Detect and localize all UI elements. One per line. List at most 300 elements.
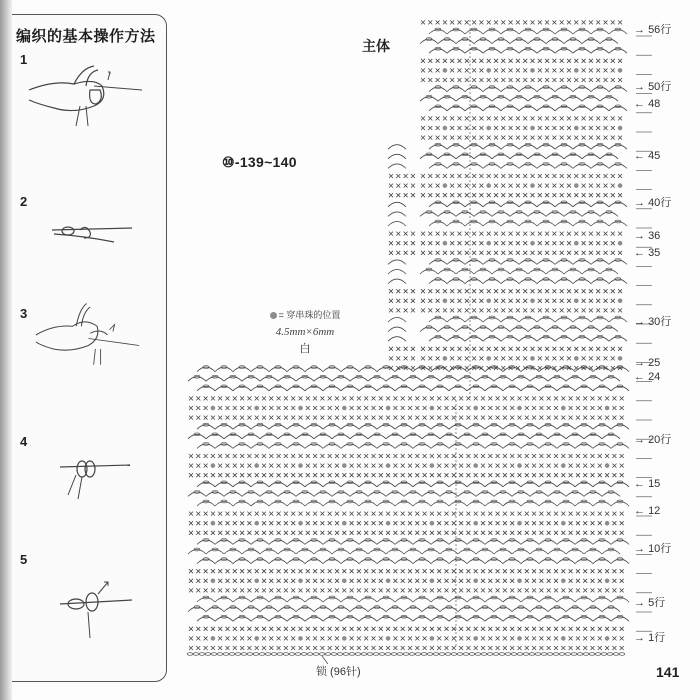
single-crochet-stitch xyxy=(458,308,462,312)
single-crochet-stitch xyxy=(430,512,434,516)
single-crochet-stitch xyxy=(233,454,237,458)
single-crochet-stitch xyxy=(364,646,368,650)
single-crochet-stitch xyxy=(386,627,390,631)
single-crochet-stitch xyxy=(539,396,543,400)
single-crochet-stitch xyxy=(320,531,324,535)
chain-arch-stitch xyxy=(429,145,447,150)
single-crochet-stitch xyxy=(525,627,529,631)
chain-arch-stitch xyxy=(420,39,438,44)
single-crochet-stitch xyxy=(204,406,208,410)
chain-arch-stitch xyxy=(546,270,564,275)
chain-arch-stitch xyxy=(447,87,465,92)
single-crochet-stitch xyxy=(487,251,491,255)
single-crochet-stitch xyxy=(487,347,491,351)
single-crochet-stitch xyxy=(443,136,447,140)
single-crochet-stitch xyxy=(269,512,273,516)
single-crochet-stitch xyxy=(233,531,237,535)
single-crochet-stitch xyxy=(313,569,317,573)
chain-arch-stitch xyxy=(447,202,465,207)
single-crochet-stitch xyxy=(458,184,462,188)
chain-arch-stitch xyxy=(521,598,539,603)
single-crochet-stitch xyxy=(226,521,230,525)
single-crochet-stitch xyxy=(459,512,463,516)
chart-title: 主体 xyxy=(362,38,390,54)
single-crochet-stitch xyxy=(379,627,383,631)
single-crochet-stitch xyxy=(583,396,587,400)
chain-arch-stitch xyxy=(609,279,627,284)
single-crochet-stitch xyxy=(472,184,476,188)
bead-stitch xyxy=(430,521,435,526)
single-crochet-stitch xyxy=(472,251,476,255)
chain-arch-stitch xyxy=(305,425,323,430)
single-crochet-stitch xyxy=(532,521,536,525)
chain-arch-stitch xyxy=(287,367,305,372)
single-crochet-stitch xyxy=(567,126,571,130)
single-crochet-stitch xyxy=(589,356,593,360)
bead-stitch xyxy=(298,636,303,641)
single-crochet-stitch xyxy=(320,627,324,631)
single-crochet-stitch xyxy=(545,193,549,197)
single-crochet-stitch xyxy=(552,126,556,130)
chain-arch-stitch xyxy=(573,222,591,227)
single-crochet-stitch xyxy=(240,627,244,631)
chain-arch-stitch xyxy=(438,97,456,102)
single-crochet-stitch xyxy=(437,464,441,468)
chain-arch-stitch xyxy=(429,164,447,169)
chain-arch-stitch xyxy=(197,367,215,372)
chain-arch-stitch xyxy=(474,97,492,102)
single-crochet-stitch xyxy=(501,78,505,82)
chain-arch-stitch xyxy=(449,386,467,391)
single-crochet-stitch xyxy=(401,646,405,650)
chain-arch-stitch xyxy=(206,492,224,497)
chain-arch-stitch xyxy=(449,482,467,487)
single-crochet-stitch xyxy=(233,416,237,420)
single-crochet-stitch xyxy=(313,406,317,410)
single-crochet-stitch xyxy=(583,454,587,458)
single-crochet-stitch xyxy=(445,627,449,631)
single-crochet-stitch xyxy=(291,454,295,458)
single-crochet-stitch xyxy=(450,59,454,63)
single-crochet-stitch xyxy=(328,396,332,400)
single-crochet-stitch xyxy=(396,193,400,197)
foundation-chain-stitch xyxy=(349,653,354,656)
chain-arch-stitch xyxy=(206,377,224,382)
bead-stitch xyxy=(254,636,259,641)
single-crochet-stitch xyxy=(415,454,419,458)
single-crochet-stitch xyxy=(379,396,383,400)
step-number-2: 2 xyxy=(20,194,28,209)
step-number-3: 3 xyxy=(20,306,28,321)
single-crochet-stitch xyxy=(404,251,408,255)
single-crochet-stitch xyxy=(501,241,505,245)
chain-arch-stitch xyxy=(548,550,566,555)
chain-arch-stitch xyxy=(557,559,575,564)
single-crochet-stitch xyxy=(240,588,244,592)
foundation-chain-stitch xyxy=(445,653,450,656)
chain-arch-stitch xyxy=(485,386,503,391)
single-crochet-stitch xyxy=(589,289,593,293)
single-crochet-stitch xyxy=(598,464,602,468)
single-crochet-stitch xyxy=(494,78,498,82)
single-crochet-stitch xyxy=(531,251,535,255)
single-crochet-stitch xyxy=(428,232,432,236)
chain-arch-stitch xyxy=(197,617,215,622)
chain-arch-stitch xyxy=(305,559,323,564)
single-crochet-stitch xyxy=(518,454,522,458)
chain-arch-stitch xyxy=(341,502,359,507)
single-crochet-stitch xyxy=(531,59,535,63)
single-crochet-stitch xyxy=(313,636,317,640)
single-crochet-stitch xyxy=(501,136,505,140)
single-crochet-stitch xyxy=(494,193,498,197)
chain-arch-stitch xyxy=(582,97,600,102)
single-crochet-stitch xyxy=(496,588,500,592)
single-crochet-stitch xyxy=(196,531,200,535)
single-crochet-stitch xyxy=(342,454,346,458)
single-crochet-stitch xyxy=(589,116,593,120)
single-crochet-stitch xyxy=(386,531,390,535)
single-crochet-stitch xyxy=(428,174,432,178)
chain-arch-stitch xyxy=(431,598,449,603)
single-crochet-stitch xyxy=(415,579,419,583)
single-crochet-stitch xyxy=(436,68,440,72)
chain-arch-stitch xyxy=(521,502,539,507)
bead-stitch xyxy=(342,636,347,641)
single-crochet-stitch xyxy=(428,308,432,312)
single-crochet-stitch xyxy=(459,531,463,535)
single-crochet-stitch xyxy=(465,174,469,178)
single-crochet-stitch xyxy=(509,289,513,293)
single-crochet-stitch xyxy=(479,356,483,360)
single-crochet-stitch xyxy=(525,521,529,525)
single-crochet-stitch xyxy=(226,646,230,650)
single-crochet-stitch xyxy=(415,473,419,477)
single-crochet-stitch xyxy=(516,347,520,351)
single-crochet-stitch xyxy=(284,416,288,420)
single-crochet-stitch xyxy=(411,347,415,351)
chain-arch-stitch xyxy=(584,492,602,497)
single-crochet-stitch xyxy=(372,588,376,592)
chain-arch-stitch xyxy=(368,607,386,612)
single-crochet-stitch xyxy=(299,531,303,535)
chain-arch-stitch xyxy=(377,386,395,391)
single-crochet-stitch xyxy=(196,569,200,573)
single-crochet-stitch xyxy=(445,588,449,592)
single-crochet-stitch xyxy=(335,646,339,650)
chain-arch-stitch xyxy=(215,367,233,372)
chain-arch-stitch xyxy=(485,598,503,603)
single-crochet-stitch xyxy=(421,251,425,255)
single-crochet-stitch xyxy=(582,136,586,140)
chain-arch-stitch xyxy=(305,386,323,391)
chain-arch-stitch xyxy=(447,318,465,323)
single-crochet-stitch xyxy=(350,627,354,631)
single-crochet-stitch xyxy=(488,521,492,525)
single-crochet-stitch xyxy=(401,512,405,516)
foundation-chain-stitch xyxy=(331,653,336,656)
single-crochet-stitch xyxy=(408,579,412,583)
single-crochet-stitch xyxy=(430,627,434,631)
chain-arch-stitch xyxy=(215,444,233,449)
chain-arch-stitch xyxy=(501,87,519,92)
single-crochet-stitch xyxy=(523,78,527,82)
single-crochet-stitch xyxy=(408,569,412,573)
single-crochet-stitch xyxy=(618,289,622,293)
single-crochet-stitch xyxy=(576,406,580,410)
single-crochet-stitch xyxy=(591,531,595,535)
chain-arch-stitch xyxy=(305,444,323,449)
chain-arch-stitch xyxy=(413,502,431,507)
single-crochet-stitch xyxy=(532,569,536,573)
single-crochet-stitch xyxy=(523,20,527,24)
single-crochet-stitch xyxy=(430,473,434,477)
foundation-chain-stitch xyxy=(571,653,576,656)
single-crochet-stitch xyxy=(539,473,543,477)
chain-arch-stitch xyxy=(537,145,555,150)
single-crochet-stitch xyxy=(226,473,230,477)
single-crochet-stitch xyxy=(277,579,281,583)
single-crochet-stitch xyxy=(538,299,542,303)
single-crochet-stitch xyxy=(547,579,551,583)
foundation-chain-stitch xyxy=(361,653,366,656)
single-crochet-stitch xyxy=(547,627,551,631)
single-crochet-stitch xyxy=(598,512,602,516)
single-crochet-stitch xyxy=(552,20,556,24)
chain-arch-stitch xyxy=(323,425,341,430)
single-crochet-stitch xyxy=(450,116,454,120)
foundation-chain-stitch xyxy=(475,653,480,656)
single-crochet-stitch xyxy=(357,521,361,525)
single-crochet-stitch xyxy=(479,136,483,140)
bead-stitch xyxy=(443,126,448,131)
chain-arch-stitch xyxy=(566,377,584,382)
single-crochet-stitch xyxy=(501,193,505,197)
single-crochet-stitch xyxy=(582,68,586,72)
chain-arch-stitch xyxy=(467,502,485,507)
foundation-chain-stitch xyxy=(487,653,492,656)
chain-arch-stitch xyxy=(609,87,627,92)
single-crochet-stitch xyxy=(255,416,259,420)
single-crochet-stitch xyxy=(335,473,339,477)
chain-arch-stitch xyxy=(557,598,575,603)
single-crochet-stitch xyxy=(428,299,432,303)
single-crochet-stitch xyxy=(465,308,469,312)
single-crochet-stitch xyxy=(404,347,408,351)
single-crochet-stitch xyxy=(291,569,295,573)
chain-arch-stitch xyxy=(404,492,422,497)
chain-arch-stitch xyxy=(305,482,323,487)
single-crochet-stitch xyxy=(269,531,273,535)
single-crochet-stitch xyxy=(518,512,522,516)
single-crochet-stitch xyxy=(567,136,571,140)
chain-arch-stitch xyxy=(611,617,629,622)
chain-arch-stitch xyxy=(483,87,501,92)
single-crochet-stitch xyxy=(437,473,441,477)
single-crochet-stitch xyxy=(458,347,462,351)
bead-stitch xyxy=(211,463,216,468)
chain-arch-stitch xyxy=(537,49,555,54)
single-crochet-stitch xyxy=(408,473,412,477)
single-crochet-stitch xyxy=(401,636,405,640)
single-crochet-stitch xyxy=(291,627,295,631)
single-crochet-stitch xyxy=(313,396,317,400)
single-crochet-stitch xyxy=(443,20,447,24)
single-crochet-stitch xyxy=(423,521,427,525)
single-crochet-stitch xyxy=(389,184,393,188)
single-crochet-stitch xyxy=(518,588,522,592)
single-crochet-stitch xyxy=(474,473,478,477)
single-crochet-stitch xyxy=(437,569,441,573)
row-label-5: → 5行 xyxy=(634,597,666,609)
bead-stitch xyxy=(486,183,491,188)
single-crochet-stitch xyxy=(404,232,408,236)
chain-arch-stitch xyxy=(483,164,501,169)
single-crochet-stitch xyxy=(291,464,295,468)
chain-arch-stitch xyxy=(395,540,413,545)
chain-arch-stitch xyxy=(573,279,591,284)
single-crochet-stitch xyxy=(620,454,624,458)
single-crochet-stitch xyxy=(518,646,522,650)
single-crochet-stitch xyxy=(423,512,427,516)
single-crochet-stitch xyxy=(269,416,273,420)
single-crochet-stitch xyxy=(284,531,288,535)
chain-arch-stitch xyxy=(609,222,627,227)
single-crochet-stitch xyxy=(364,464,368,468)
single-crochet-stitch xyxy=(539,521,543,525)
single-crochet-stitch xyxy=(561,416,565,420)
single-crochet-stitch xyxy=(247,579,251,583)
single-crochet-stitch xyxy=(582,116,586,120)
single-crochet-stitch xyxy=(611,308,615,312)
bead-stitch xyxy=(473,463,478,468)
single-crochet-stitch xyxy=(421,78,425,82)
single-crochet-stitch xyxy=(596,251,600,255)
single-crochet-stitch xyxy=(445,406,449,410)
foundation-chain-stitch xyxy=(523,653,528,656)
chain-arch-stitch xyxy=(557,482,575,487)
single-crochet-stitch xyxy=(466,579,470,583)
chain-arch-stitch xyxy=(492,270,510,275)
single-crochet-stitch xyxy=(596,356,600,360)
chain-arch-stitch xyxy=(341,386,359,391)
chain-arch-stitch xyxy=(404,434,422,439)
chain-arch-stitch xyxy=(600,154,618,159)
chain-arch-stitch xyxy=(510,270,528,275)
single-crochet-stitch xyxy=(255,646,259,650)
single-crochet-stitch xyxy=(620,473,624,477)
foundation-chain-stitch xyxy=(223,653,228,656)
single-crochet-stitch xyxy=(466,454,470,458)
single-crochet-stitch xyxy=(350,512,354,516)
single-crochet-stitch xyxy=(525,464,529,468)
chain-arch-stitch xyxy=(519,49,537,54)
single-crochet-stitch xyxy=(396,308,400,312)
single-crochet-stitch xyxy=(196,636,200,640)
chain-arch-stitch xyxy=(575,617,593,622)
single-crochet-stitch xyxy=(494,308,498,312)
single-crochet-stitch xyxy=(561,531,565,535)
single-crochet-stitch xyxy=(313,416,317,420)
single-crochet-stitch xyxy=(532,396,536,400)
chain-arch-stitch xyxy=(449,598,467,603)
single-crochet-stitch xyxy=(428,356,432,360)
single-crochet-stitch xyxy=(430,588,434,592)
single-crochet-stitch xyxy=(496,416,500,420)
chain-arch-stitch xyxy=(537,202,555,207)
foundation-chain-stitch xyxy=(619,653,624,656)
chain-arch-stitch xyxy=(483,145,501,150)
single-crochet-stitch xyxy=(386,569,390,573)
bead-stitch xyxy=(574,356,579,361)
single-crochet-stitch xyxy=(479,78,483,82)
single-crochet-stitch xyxy=(604,174,608,178)
single-crochet-stitch xyxy=(415,636,419,640)
chain-arch-stitch xyxy=(591,222,609,227)
page-number: 141 xyxy=(656,664,680,680)
single-crochet-stitch xyxy=(611,78,615,82)
chain-arch-stitch xyxy=(591,202,609,207)
single-crochet-stitch xyxy=(240,646,244,650)
single-crochet-stitch xyxy=(465,232,469,236)
chain-arch-stitch xyxy=(537,260,555,265)
single-crochet-stitch xyxy=(465,289,469,293)
single-crochet-stitch xyxy=(247,521,251,525)
chain-arch-stitch xyxy=(555,164,573,169)
single-crochet-stitch xyxy=(618,232,622,236)
chain-arch-stitch xyxy=(413,444,431,449)
single-crochet-stitch xyxy=(516,20,520,24)
single-crochet-stitch xyxy=(474,569,478,573)
single-crochet-stitch xyxy=(518,473,522,477)
single-crochet-stitch xyxy=(320,636,324,640)
single-crochet-stitch xyxy=(611,366,615,370)
foundation-chain-stitch xyxy=(229,653,234,656)
single-crochet-stitch xyxy=(342,416,346,420)
single-crochet-stitch xyxy=(396,347,400,351)
row-label-45: ← 45 xyxy=(634,150,661,162)
chain-arch-stitch xyxy=(494,377,512,382)
single-crochet-stitch xyxy=(240,636,244,640)
single-crochet-stitch xyxy=(596,68,600,72)
single-crochet-stitch xyxy=(411,356,415,360)
single-crochet-stitch xyxy=(458,251,462,255)
single-crochet-stitch xyxy=(554,416,558,420)
single-crochet-stitch xyxy=(204,579,208,583)
single-crochet-stitch xyxy=(501,116,505,120)
single-crochet-stitch xyxy=(408,512,412,516)
single-crochet-stitch xyxy=(589,232,593,236)
chain-arch-stitch xyxy=(503,598,521,603)
chain-arch-stitch xyxy=(359,482,377,487)
single-crochet-stitch xyxy=(465,241,469,245)
single-crochet-stitch xyxy=(525,473,529,477)
single-crochet-stitch xyxy=(509,184,513,188)
single-crochet-stitch xyxy=(583,646,587,650)
single-crochet-stitch xyxy=(255,473,259,477)
single-crochet-stitch xyxy=(411,184,415,188)
chain-arch-stitch xyxy=(611,598,629,603)
chain-arch-stitch xyxy=(359,502,377,507)
chain-arch-stitch xyxy=(591,145,609,150)
single-crochet-stitch xyxy=(552,241,556,245)
single-crochet-stitch xyxy=(233,569,237,573)
chain-arch-stitch xyxy=(530,550,548,555)
single-crochet-stitch xyxy=(596,59,600,63)
single-crochet-stitch xyxy=(452,473,456,477)
single-crochet-stitch xyxy=(445,646,449,650)
single-crochet-stitch xyxy=(531,232,535,236)
